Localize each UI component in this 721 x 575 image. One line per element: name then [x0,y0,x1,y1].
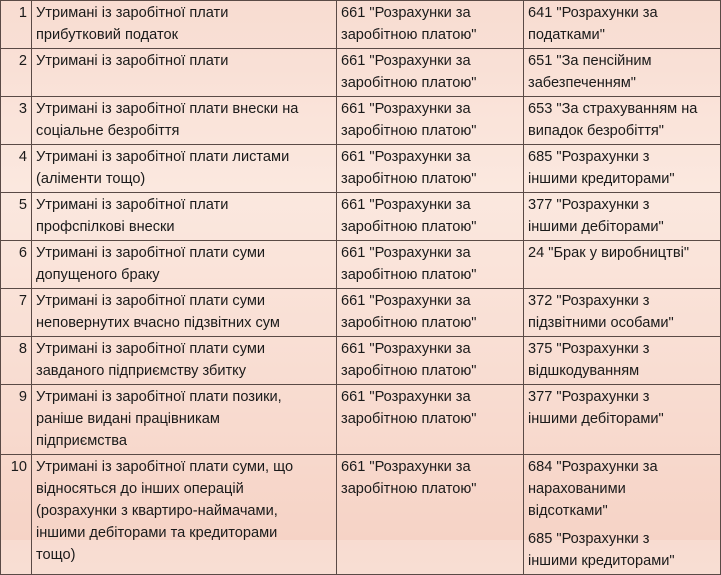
operation-description: Утримані із заробітної плати суми завданого підприємству збитку [32,337,337,385]
debit-account: 661 "Розрахунки за заробітною платою" [337,289,524,337]
operation-description: Утримані із заробітної плати прибутковий податок [32,1,337,49]
table-row [1,385,721,455]
debit-account: 661 "Розрахунки за заробітною платою" [337,193,524,241]
debit-account: 661 "Розрахунки за заробітною платою" [337,337,524,385]
row-number: 1 [1,1,32,49]
row-number: 8 [1,337,32,385]
table-row [1,193,721,241]
operation-description: Утримані із заробітної плати суми допущеного браку [32,241,337,289]
row-number: 7 [1,289,32,337]
debit-account: 661 "Розрахунки за заробітною платою" [337,455,524,575]
operation-description: Утримані із заробітної плати листами (аліменти тощо) [32,145,337,193]
operation-description: Утримані із заробітної плати профспілкові внески [32,193,337,241]
row-number: 5 [1,193,32,241]
table-row [1,97,721,145]
table-row [1,145,721,193]
credit-account-primary: 684 "Розрахунки за нарахованими відсотками" [528,459,658,519]
table-row [1,1,721,49]
operation-description: Утримані із заробітної плати [32,49,337,97]
credit-account: 685 "Розрахунки з іншими кредиторами" [524,145,721,193]
credit-account: 372 "Розрахунки з підзвітними особами" [524,289,721,337]
row-number: 9 [1,385,32,455]
row-number: 2 [1,49,32,97]
credit-account [524,455,721,575]
row-number: 6 [1,241,32,289]
credit-account: 651 "За пенсійним забезпеченням" [524,49,721,97]
table-row [1,241,721,289]
operation-description: Утримані із заробітної плати суми, що відносяться до інших операцій (розрахунки з квартиро-наймачами, іншими дебіторами та кредиторами тощо) [32,455,337,575]
table-row [1,455,721,575]
table-row [1,289,721,337]
debit-account: 661 "Розрахунки за заробітною платою" [337,97,524,145]
credit-account: 641 "Розрахунки за податками" [524,1,721,49]
credit-account: 653 "За страхуванням на випадок безробіття" [524,97,721,145]
operation-description: Утримані із заробітної плати внески на соціальне безробіття [32,97,337,145]
debit-account: 661 "Розрахунки за заробітною платою" [337,49,524,97]
row-number: 10 [1,455,32,575]
credit-account: 377 "Розрахунки з іншими дебіторами" [524,193,721,241]
debit-account: 661 "Розрахунки за заробітною платою" [337,145,524,193]
operation-description: Утримані із заробітної плати суми неповернутих вчасно підзвітних сум [32,289,337,337]
row-number: 4 [1,145,32,193]
row-number: 3 [1,97,32,145]
debit-account: 661 "Розрахунки за заробітною платою" [337,241,524,289]
debit-account: 661 "Розрахунки за заробітною платою" [337,1,524,49]
table-row [1,49,721,97]
credit-account-secondary: 685 "Розрахунки з іншими кредиторами" [528,531,675,569]
credit-account: 24 "Брак у виробництві" [524,241,721,289]
operation-description: Утримані із заробітної плати позики, раніше видані працівникам підприємства [32,385,337,455]
credit-account: 377 "Розрахунки з іншими дебіторами" [524,385,721,455]
debit-account: 661 "Розрахунки за заробітною платою" [337,385,524,455]
table-row [1,337,721,385]
credit-account: 375 "Розрахунки з відшкодуванням [524,337,721,385]
